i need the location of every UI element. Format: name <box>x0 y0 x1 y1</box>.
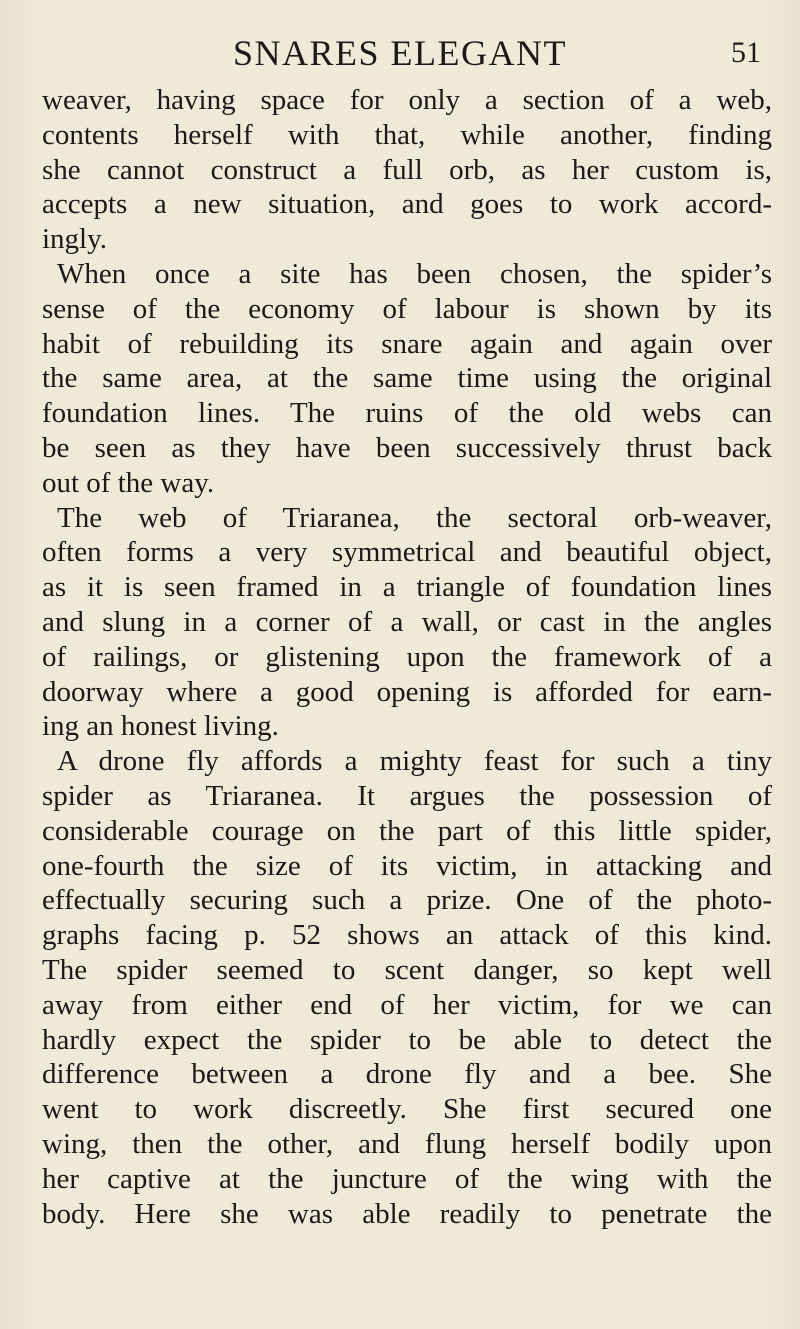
text-line: doorway where a good opening is afforded for earn- <box>42 675 772 708</box>
text-line: the same area, at the same time using the original <box>42 362 772 395</box>
text-line: her captive at the juncture of the wing with the <box>42 1162 772 1195</box>
text-line: A drone fly affords a mighty feast for such a tiny <box>57 745 772 778</box>
text-line: graphs facing p. 52 shows an attack of this kind. <box>42 919 772 952</box>
text-line: she cannot construct a full orb, as her custom is, <box>42 153 772 186</box>
text-line: contents herself with that, while another, finding <box>42 118 772 151</box>
text-line: The spider seemed to scent danger, so kept well <box>42 953 772 986</box>
text-line: and slung in a corner of a wall, or cast in the angles <box>42 605 772 638</box>
running-head <box>0 28 800 78</box>
text-line: accepts a new situation, and goes to work accord- <box>42 188 772 221</box>
text-line: as it is seen framed in a triangle of foundation lines <box>42 571 772 604</box>
text-line: of railings, or glistening upon the framework of a <box>42 640 772 673</box>
text-line: effectually securing such a prize. One of the photo- <box>42 884 772 917</box>
text-line: ingly. <box>42 223 107 256</box>
text-line: foundation lines. The ruins of the old webs can <box>42 397 772 430</box>
text-line: sense of the economy of labour is shown by its <box>42 292 772 325</box>
text-line: often forms a very symmetrical and beautiful object, <box>42 536 772 569</box>
text-line: When once a site has been chosen, the spider’s <box>57 257 772 290</box>
text-line: away from either end of her victim, for we can <box>42 988 772 1021</box>
text-line: hardly expect the spider to be able to detect the <box>42 1023 772 1056</box>
text-line: difference between a drone fly and a bee. She <box>42 1058 772 1091</box>
text-line: The web of Triaranea, the sectoral orb-weaver, <box>57 501 772 534</box>
text-line: one-fourth the size of its victim, in attacking and <box>42 849 772 882</box>
text-line: weaver, having space for only a section of a web, <box>42 84 772 116</box>
text-line: went to work discreetly. She first secured one <box>42 1093 772 1126</box>
text-line: considerable courage on the part of this little spider, <box>42 814 772 847</box>
text-line: body. Here she was able readily to penetrate the <box>42 1197 772 1230</box>
text-line: ing an honest living. <box>42 710 279 743</box>
text-line: wing, then the other, and flung herself bodily upon <box>42 1127 772 1160</box>
body-text <box>42 83 772 1231</box>
text-line: out of the way. <box>42 466 215 499</box>
text-line: habit of rebuilding its snare again and again over <box>42 327 772 360</box>
running-title: SNARES ELEGANT <box>233 33 567 73</box>
text-line: be seen as they have been successively thrust back <box>42 431 772 464</box>
text-line: spider as Triaranea. It argues the possession of <box>42 779 772 812</box>
page-number: 51 <box>731 36 761 69</box>
